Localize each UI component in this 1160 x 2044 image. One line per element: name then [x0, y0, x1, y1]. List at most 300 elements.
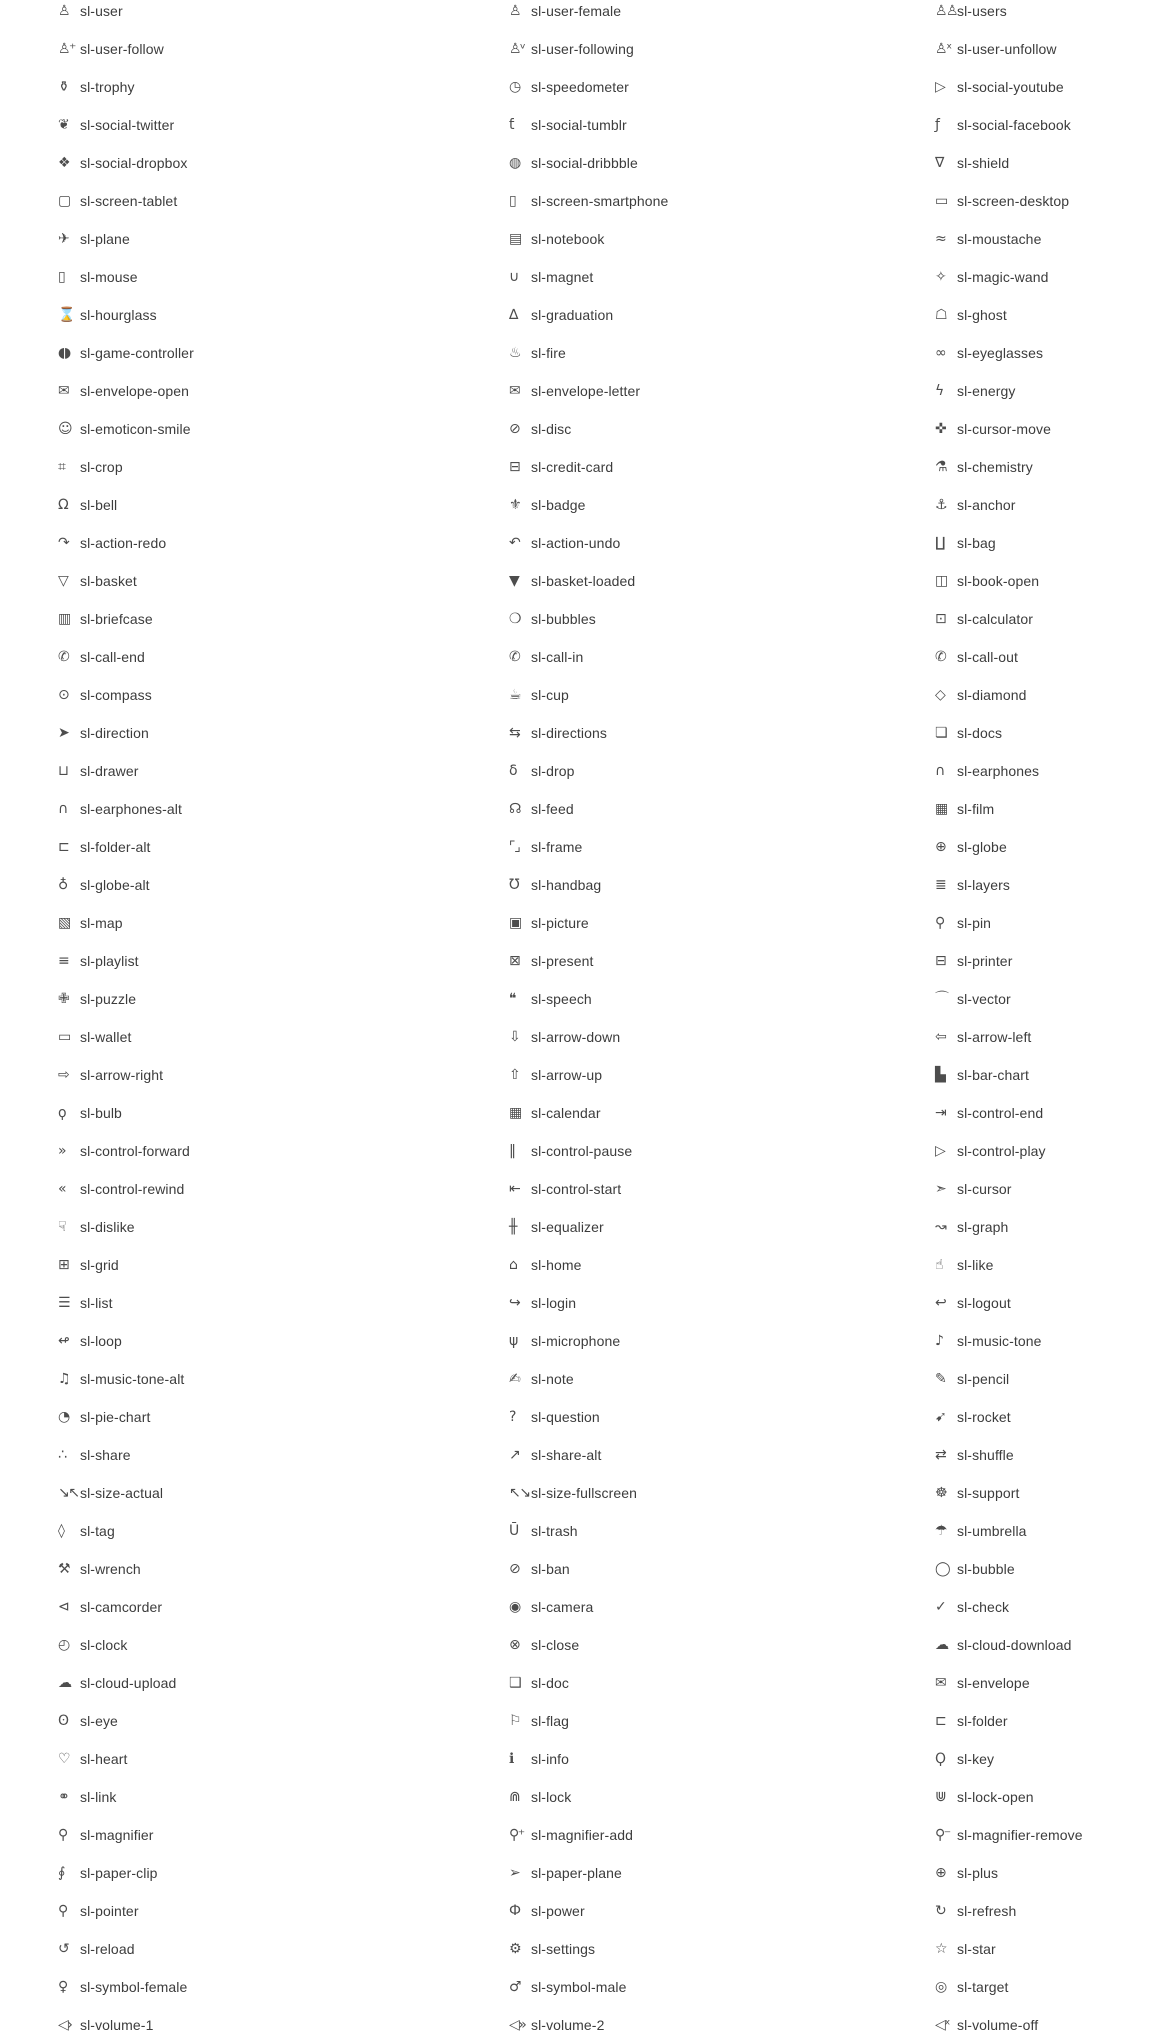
icon-list-item: [935, 1626, 1160, 1664]
icon-name-label: sl-heart: [80, 1751, 128, 1767]
icon-name-label: sl-social-dropbox: [80, 155, 188, 171]
icon-name-label: sl-screen-desktop: [957, 193, 1070, 209]
icon-name-label: sl-social-dribbble: [531, 155, 638, 171]
lock-icon: ⋒: [509, 1789, 520, 1805]
support-icon: ☸: [935, 1485, 947, 1501]
icon-name-label: sl-earphones-alt: [80, 801, 182, 817]
icon-list-item: [935, 1474, 1160, 1512]
icon-list-item: [58, 1056, 509, 1094]
icon-name-label: sl-printer: [957, 953, 1013, 969]
symbol-male-icon: ♂: [509, 1979, 521, 1995]
icon-list-item: [58, 1474, 509, 1512]
icon-list-item: [935, 676, 1160, 714]
icon-name-label: sl-directions: [531, 725, 607, 741]
icon-list-item: [58, 1550, 509, 1588]
dislike-icon: ☟: [58, 1219, 66, 1235]
icon-name-label: sl-key: [957, 1751, 995, 1767]
icon-name-label: sl-game-controller: [80, 345, 194, 361]
direction-icon: ➤: [58, 725, 69, 741]
icon-list-item: [58, 1702, 509, 1740]
icon-list-item: [509, 1816, 935, 1854]
icon-name-label: sl-anchor: [957, 497, 1016, 513]
user-following-icon: ♙ᵛ: [509, 41, 525, 57]
icon-list-item: [935, 1968, 1160, 2006]
icon-name-label: sl-control-pause: [531, 1143, 633, 1159]
user-unfollow-icon: ♙ˣ: [935, 41, 951, 57]
icon-list-item: [935, 1892, 1160, 1930]
icon-name-label: sl-camera: [531, 1599, 594, 1615]
icon-name-label: sl-notebook: [531, 231, 605, 247]
icon-name-label: sl-calculator: [957, 611, 1033, 627]
icon-list-item: [935, 372, 1160, 410]
icon-name-label: sl-earphones: [957, 763, 1040, 779]
icon-list-item: [935, 1778, 1160, 1816]
present-icon: ⊠: [509, 953, 520, 969]
picture-icon: ▣: [509, 915, 521, 931]
icon-list-item: [58, 1968, 509, 2006]
icon-list-item: [509, 1512, 935, 1550]
icon-name-label: sl-bag: [957, 535, 996, 551]
icon-name-label: sl-trophy: [80, 79, 135, 95]
icon-name-label: sl-magnifier: [80, 1827, 154, 1843]
icon-name-label: sl-home: [531, 1257, 582, 1273]
icon-list-item: [58, 30, 509, 68]
icon-list-item: [935, 1436, 1160, 1474]
fire-icon: ♨: [509, 345, 521, 361]
magic-wand-icon: ✧: [935, 269, 946, 285]
folder-alt-icon: ⊏: [58, 839, 69, 855]
badge-icon: ⚜: [509, 497, 521, 513]
shuffle-icon: ⇄: [935, 1447, 946, 1463]
icon-name-label: sl-arrow-down: [531, 1029, 621, 1045]
control-rewind-icon: «: [58, 1181, 66, 1197]
bubbles-icon: ❍: [509, 611, 521, 627]
icon-list-item: [58, 106, 509, 144]
speedometer-icon: ◷: [509, 79, 520, 95]
icon-name-label: sl-user-female: [531, 3, 622, 19]
wallet-icon: ▭: [58, 1029, 70, 1045]
link-icon: ⚭: [58, 1789, 69, 1805]
icon-list-item: [935, 790, 1160, 828]
handbag-icon: Ʊ: [509, 877, 519, 893]
icon-list-item: [935, 714, 1160, 752]
icon-list-item: [58, 828, 509, 866]
icon-list-item: [935, 182, 1160, 220]
icon-list-item: [935, 30, 1160, 68]
control-start-icon: ⇤: [509, 1181, 520, 1197]
social-twitter-icon: ❦: [58, 117, 69, 133]
icon-list-item: [58, 1816, 509, 1854]
icon-name-label: sl-cup: [531, 687, 569, 703]
pencil-icon: ✎: [935, 1371, 946, 1387]
icon-name-label: sl-magnet: [531, 269, 594, 285]
icon-name-label: sl-control-play: [957, 1143, 1046, 1159]
icon-name-label: sl-magnifier-remove: [957, 1827, 1083, 1843]
book-open-icon: ◫: [935, 573, 947, 589]
icon-name-label: sl-action-redo: [80, 535, 167, 551]
bar-chart-icon: ▙: [935, 1067, 945, 1083]
icon-list-item: [58, 220, 509, 258]
users-icon: ♙♙: [935, 3, 958, 19]
screen-desktop-icon: ▭: [935, 193, 947, 209]
icon-name-label: sl-vector: [957, 991, 1011, 1007]
icon-name-label: sl-note: [531, 1371, 574, 1387]
icon-name-label: sl-support: [957, 1485, 1020, 1501]
trophy-icon: ⚱: [58, 79, 69, 95]
icon-list-item: [935, 524, 1160, 562]
icon-list-item: [935, 1094, 1160, 1132]
icon-name-label: sl-login: [531, 1295, 577, 1311]
icon-list-item: [935, 1816, 1160, 1854]
icon-name-label: sl-screen-tablet: [80, 193, 178, 209]
calendar-icon: ▦: [509, 1105, 521, 1121]
icon-list-item: [509, 752, 935, 790]
icon-list-item: [509, 258, 935, 296]
envelope-open-icon: ✉: [58, 383, 69, 399]
icon-list-item: [509, 334, 935, 372]
icon-list-item: [509, 1588, 935, 1626]
icon-list-item: [58, 562, 509, 600]
loop-icon: ↫: [58, 1333, 69, 1349]
icon-name-label: sl-action-undo: [531, 535, 621, 551]
icon-list-item: [935, 1170, 1160, 1208]
magnet-icon: ∪: [509, 269, 518, 285]
icon-list-item: [935, 1132, 1160, 1170]
symbol-female-icon: ♀: [58, 1979, 67, 1995]
icon-name-label: sl-globe: [957, 839, 1007, 855]
paper-clip-icon: ∮: [58, 1865, 64, 1881]
moustache-icon: ≈: [935, 231, 946, 247]
icon-list-item: [509, 1436, 935, 1474]
icon-list-item: [58, 0, 509, 30]
icon-list-item: [58, 410, 509, 448]
icon-name-label: sl-tag: [80, 1523, 115, 1539]
volume-off-icon: ◁ˣ: [935, 2017, 949, 2033]
icon-list-item: [509, 1778, 935, 1816]
icon-name-label: sl-music-tone: [957, 1333, 1042, 1349]
icon-list-item: [509, 1550, 935, 1588]
icon-name-label: sl-settings: [531, 1941, 596, 1957]
icon-list-item: [58, 1664, 509, 1702]
flag-icon: ⚐: [509, 1713, 521, 1729]
icon-name-label: sl-symbol-female: [80, 1979, 188, 1995]
umbrella-icon: ☂: [935, 1523, 947, 1539]
crop-icon: ⌗: [58, 459, 65, 475]
icon-list-item: [935, 220, 1160, 258]
icon-list-item: [509, 0, 935, 30]
icon-list-item: [935, 106, 1160, 144]
star-icon: ☆: [935, 1941, 947, 1957]
briefcase-icon: ▥: [58, 611, 70, 627]
icon-name-label: sl-envelope-open: [80, 383, 190, 399]
icon-list-item: [58, 68, 509, 106]
icon-name-label: sl-compass: [80, 687, 152, 703]
icon-name-label: sl-dislike: [80, 1219, 135, 1235]
icon-name-label: sl-picture: [531, 915, 589, 931]
icon-list-item: [58, 714, 509, 752]
icon-list-item: [935, 828, 1160, 866]
icon-name-label: sl-ban: [531, 1561, 570, 1577]
icon-list-item: [509, 904, 935, 942]
map-icon: ▧: [58, 915, 70, 931]
icon-list-item: [935, 1588, 1160, 1626]
paper-plane-icon: ➢: [509, 1865, 520, 1881]
icon-list-item: [935, 1512, 1160, 1550]
icon-name-label: sl-user: [80, 3, 123, 19]
icon-name-label: sl-user-follow: [80, 41, 164, 57]
icon-name-label: sl-umbrella: [957, 1523, 1027, 1539]
icon-name-label: sl-film: [957, 801, 995, 817]
icon-list-item: [935, 0, 1160, 30]
icon-list-item: [58, 334, 509, 372]
icon-name-label: sl-credit-card: [531, 459, 614, 475]
icon-list-item: [58, 1436, 509, 1474]
icon-name-label: sl-social-youtube: [957, 79, 1064, 95]
icon-list-item: [509, 220, 935, 258]
icon-name-label: sl-chemistry: [957, 459, 1033, 475]
icon-name-label: sl-basket-loaded: [531, 573, 636, 589]
icon-list-item: [509, 2006, 935, 2044]
icon-name-label: sl-present: [531, 953, 594, 969]
icon-list-item: [58, 1360, 509, 1398]
icon-name-label: sl-bulb: [80, 1105, 122, 1121]
music-tone-alt-icon: ♫: [58, 1371, 70, 1387]
size-actual-icon: ↘↖: [58, 1485, 79, 1501]
icon-name-label: sl-call-out: [957, 649, 1019, 665]
icon-name-label: sl-pin: [957, 915, 992, 931]
icon-list-item: [935, 1322, 1160, 1360]
playlist-icon: ≡: [58, 953, 69, 969]
film-icon: ▦: [935, 801, 947, 817]
share-icon: ∴: [58, 1447, 66, 1463]
lock-open-icon: ⋓: [935, 1789, 946, 1805]
icon-name-label: sl-trash: [531, 1523, 578, 1539]
feed-icon: ☊: [509, 801, 520, 817]
icon-list-item: [58, 296, 509, 334]
trash-icon: Ū: [509, 1523, 518, 1539]
icon-name-label: sl-user-unfollow: [957, 41, 1057, 57]
pointer-icon: ⚲: [58, 1903, 67, 1919]
icon-list-item: [58, 1246, 509, 1284]
heart-icon: ♡: [58, 1751, 70, 1767]
icon-list-item: [58, 1778, 509, 1816]
ban-icon: ⊘: [509, 1561, 520, 1577]
icon-name-label: sl-arrow-left: [957, 1029, 1032, 1045]
icon-name-label: sl-check: [957, 1599, 1010, 1615]
icon-list-item: [509, 1968, 935, 2006]
icon-list-item: [509, 1474, 935, 1512]
icon-list-item: [509, 1170, 935, 1208]
icon-name-label: sl-paper-clip: [80, 1865, 158, 1881]
icon-name-label: sl-clock: [80, 1637, 128, 1653]
magnifier-remove-icon: ⚲⁻: [935, 1827, 950, 1843]
icon-name-label: sl-share: [80, 1447, 131, 1463]
home-icon: ⌂: [509, 1257, 517, 1273]
plus-icon: ⊕: [935, 1865, 946, 1881]
basket-icon: ▽: [58, 573, 68, 589]
icon-list-item: [509, 1132, 935, 1170]
icon-list-item: [58, 600, 509, 638]
emoticon-smile-icon: ☺: [58, 421, 72, 437]
icon-name-label: sl-call-end: [80, 649, 145, 665]
icon-name-label: sl-cloud-download: [957, 1637, 1072, 1653]
icon-name-label: sl-loop: [80, 1333, 122, 1349]
icon-list-item: [58, 144, 509, 182]
graph-icon: ↝: [935, 1219, 946, 1235]
icon-name-label: sl-layers: [957, 877, 1011, 893]
notebook-icon: ▤: [509, 231, 521, 247]
icon-list-item: [58, 1132, 509, 1170]
icon-name-label: sl-size-fullscreen: [531, 1485, 638, 1501]
action-redo-icon: ↷: [58, 535, 69, 551]
logout-icon: ↩: [935, 1295, 946, 1311]
icon-list-item: [58, 980, 509, 1018]
volume-2-icon: ◁»: [509, 2017, 526, 2033]
vector-icon: ⌒: [935, 991, 948, 1007]
icon-name-label: sl-camcorder: [80, 1599, 163, 1615]
check-icon: ✓: [935, 1599, 946, 1615]
icon-list-item: [509, 30, 935, 68]
reload-icon: ↺: [58, 1941, 69, 1957]
icon-list-item: [58, 638, 509, 676]
icon-list-item: [509, 1208, 935, 1246]
layers-icon: ≣: [935, 877, 946, 893]
icon-list-item: [58, 1854, 509, 1892]
icon-list-item: [509, 524, 935, 562]
icon-name-label: sl-energy: [957, 383, 1016, 399]
target-icon: ◎: [935, 1979, 946, 1995]
login-icon: ↪: [509, 1295, 520, 1311]
icon-list-item: [935, 1550, 1160, 1588]
icon-list-item: [509, 1094, 935, 1132]
icon-list-item: [935, 1208, 1160, 1246]
power-icon: Ф: [509, 1903, 520, 1919]
icon-list-item: [58, 1930, 509, 1968]
icon-name-label: sl-disc: [531, 421, 572, 437]
icon-name-label: sl-bubble: [957, 1561, 1015, 1577]
game-controller-icon: ◖◗: [58, 345, 70, 361]
icon-name-label: sl-drawer: [80, 763, 139, 779]
volume-1-icon: ◁›: [58, 2017, 72, 2033]
icon-list-item: [58, 486, 509, 524]
icon-name-label: sl-shuffle: [957, 1447, 1014, 1463]
icon-name-label: sl-screen-smartphone: [531, 193, 669, 209]
icon-name-label: sl-grid: [80, 1257, 119, 1273]
icon-name-label: sl-share-alt: [531, 1447, 602, 1463]
icon-list-item: [935, 2006, 1160, 2044]
icon-list-item: [509, 1930, 935, 1968]
diamond-icon: ◇: [935, 687, 945, 703]
list-icon: ☰: [58, 1295, 70, 1311]
icon-list-item: [509, 980, 935, 1018]
icon-name-label: sl-target: [957, 1979, 1009, 1995]
icon-list-item: [509, 144, 935, 182]
graduation-icon: ∆: [509, 307, 517, 323]
icon-list-item: [935, 1398, 1160, 1436]
size-fullscreen-icon: ↖↘: [509, 1485, 530, 1501]
icon-list-item: [935, 904, 1160, 942]
microphone-icon: ψ: [509, 1333, 517, 1349]
icon-name-label: sl-user-following: [531, 41, 634, 57]
icon-name-label: sl-cursor: [957, 1181, 1012, 1197]
control-pause-icon: ‖: [509, 1143, 515, 1159]
icon-list-item: [509, 866, 935, 904]
icon-name-label: sl-size-actual: [80, 1485, 164, 1501]
directions-icon: ⇆: [509, 725, 520, 741]
icon-list-item: [509, 1246, 935, 1284]
icon-list-item: [58, 1512, 509, 1550]
bag-icon: ∐: [935, 535, 945, 551]
icon-list-item: [509, 1398, 935, 1436]
drawer-icon: ⊔: [58, 763, 68, 779]
social-youtube-icon: ▷: [935, 79, 945, 95]
icon-name-label: sl-paper-plane: [531, 1865, 622, 1881]
icon-list-item: [509, 1284, 935, 1322]
icon-list-item: [58, 2006, 509, 2044]
icon-list-item: [509, 942, 935, 980]
icon-name-label: sl-arrow-up: [531, 1067, 603, 1083]
icon-name-label: sl-book-open: [957, 573, 1040, 589]
doc-icon: ❑: [509, 1675, 521, 1691]
icon-name-label: sl-star: [957, 1941, 996, 1957]
icon-name-label: sl-frame: [531, 839, 583, 855]
arrow-down-icon: ⇩: [509, 1029, 520, 1045]
folder-icon: ⊏: [935, 1713, 946, 1729]
icon-name-label: sl-speech: [531, 991, 592, 1007]
icon-name-label: sl-speedometer: [531, 79, 629, 95]
icon-list-item: [935, 1854, 1160, 1892]
control-forward-icon: »: [58, 1143, 66, 1159]
icon-list-item: [58, 904, 509, 942]
disc-icon: ⊘: [509, 421, 520, 437]
icon-list-item: [58, 1094, 509, 1132]
icon-list-item: [935, 410, 1160, 448]
icon-name-label: sl-info: [531, 1751, 570, 1767]
key-icon: Ϙ: [935, 1751, 945, 1767]
close-icon: ⊗: [509, 1637, 520, 1653]
icon-name-label: sl-lock-open: [957, 1789, 1034, 1805]
arrow-up-icon: ⇧: [509, 1067, 520, 1083]
icon-name-label: sl-like: [957, 1257, 994, 1273]
drop-icon: δ: [509, 763, 517, 779]
icon-list-item: [509, 1018, 935, 1056]
music-tone-icon: ♪: [935, 1333, 943, 1349]
eyeglasses-icon: ∞: [935, 345, 946, 361]
icon-list-item: [509, 486, 935, 524]
screen-tablet-icon: ▢: [58, 193, 70, 209]
icon-list-item: [58, 182, 509, 220]
pin-icon: ⚲: [935, 915, 944, 931]
note-icon: ✍: [509, 1371, 520, 1387]
icon-name-label: sl-doc: [531, 1675, 569, 1691]
icon-name-label: sl-map: [80, 915, 123, 931]
settings-icon: ⚙: [509, 1941, 521, 1957]
social-tumblr-icon: ƭ: [509, 117, 513, 133]
icon-list-item: [509, 1056, 935, 1094]
icon-name-label: sl-control-start: [531, 1181, 622, 1197]
icon-name-label: sl-pointer: [80, 1903, 139, 1919]
user-female-icon: ♙: [509, 3, 521, 19]
icon-name-label: sl-crop: [80, 459, 123, 475]
icon-list-item: [935, 1702, 1160, 1740]
calculator-icon: ⊡: [935, 611, 946, 627]
icon-list-item: [509, 1664, 935, 1702]
icon-list-item: [58, 372, 509, 410]
share-alt-icon: ↗: [509, 1447, 520, 1463]
icon-list-item: [935, 1018, 1160, 1056]
icon-list-item: [509, 1322, 935, 1360]
icon-list-item: [58, 866, 509, 904]
